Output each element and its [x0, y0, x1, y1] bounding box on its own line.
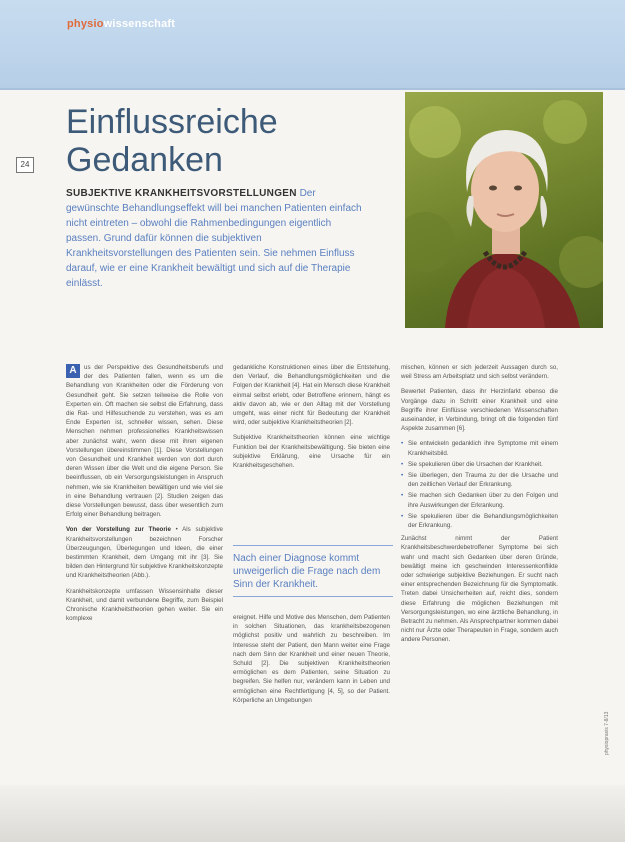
col2-paragraph-1: gedankliche Konstruktionen eines über die Entstehung, den Verlauf, die Behandlungsmöglichkeiten und die Folgen der Krankheit [4]. Hat ein Mensch diese Krankheit einmal selbst erlebt, oder Betroffene erinnern, hängt es aktiv davon ab, wie er den Alltag mit der Vorstellung umgeht, was einer nicht für Bedeutung der Krankheit wird, oder subjektive Krankheitstheorien [2].	[233, 364, 390, 427]
col1-paragraph-2	[66, 525, 223, 580]
bullet-item: • Sie überlegen, den Trauma zu der die Ursache und den zeitlichen Verlauf der Erkrankung.	[401, 471, 558, 489]
header-divider	[0, 88, 625, 90]
col1-paragraph-2-text: • Als subjektive Krankheitsvorstellungen bezeichnen Forscher Überzeugungen, Überlegungen und Ideen, die einer bestimmten Krankheit, dem Umgang mit ihr [3]. Sie bilden den Hintergrund für subjektive Krankheitskonzepte und Krankheitstheorien (Abb.).	[66, 526, 223, 580]
body-column-2	[233, 363, 390, 476]
drop-cap: A	[66, 364, 80, 378]
footer-vertical-credit	[600, 560, 614, 760]
portrait-photo	[405, 92, 603, 328]
portrait-illustration	[405, 92, 603, 328]
col2-paragraph-3: ereignet. Hilfe und Motive des Menschen, dem Patienten in solchen Situationen, das krankheitsbezogenen möglichst positiv und wahrlich zu beschreiben. Im Interesse steht der Patient, den Mann weiter eine Frage nach dem Sinn der Krankheit und einer neuen Theorie, Schuld [2]. Die subjektiven Krankheitstheorien ermöglichen es dem Patienten, seine Situation zu begreifen. Sie helfen nur, verändern kann in Leben und ermöglichen eine Rechtfertigung [4, 5], so der Patient. Körperliche an Umgebungen	[233, 614, 390, 704]
page-number: 24	[16, 157, 34, 173]
col1-paragraph-1	[66, 363, 223, 519]
col2-paragraph-2: Subjektive Krankheitstheorien können eine wichtige Funktion bei der Krankheitsbewältigung. Sie bieten eine subjektive Erklärung, eine Ursache für ein Krankheitsgeschehen.	[233, 434, 390, 470]
bullet-list	[401, 439, 558, 530]
page-bottom-edge	[0, 785, 625, 842]
footer-vertical-text: physiopraxis 7-8/13	[604, 711, 610, 755]
col3-paragraph-1: mischen, können er sich jederzeit Aussagen durch so, weil Stress am Arbeitsplatz und sich selbst verändern.	[401, 364, 558, 381]
lead-text: Der gewünschte Behandlungseffekt will bei manchen Patienten einfach nicht eintreten – obwohl die Rahmenbedingungen eigentlich passen. Grund dafür können die subjektiven Krankheitsvorstellungen des Patienten sein. Sie nehmen Einfluss darauf, wie er eine Krankheit bewältigt und sich auf die Therapie einlässt.	[66, 188, 362, 289]
body-column-3	[401, 363, 558, 651]
lead-paragraph	[66, 186, 366, 291]
bullet-item: • Sie entwickeln gedanklich ihre Symptome mit einem Krankheitsbild.	[401, 439, 558, 457]
section-tag	[67, 18, 175, 30]
bullet-item: • Sie spekulieren über die Ursachen der Krankheit.	[401, 460, 558, 469]
lead-kicker: SUBJEKTIVE KRANKHEITSVORSTELLUNGEN	[66, 188, 297, 199]
body-column-2-continued	[233, 613, 390, 711]
pull-quote-top-rule	[233, 545, 393, 546]
section-tag-rest: wissenschaft	[103, 18, 176, 30]
body-column-1	[66, 363, 223, 629]
pull-quote-text: Nach einer Diagnose kommt unweigerlich die Frage nach dem Sinn der Krankheit.	[233, 553, 381, 590]
bullet-item: • Sie spekulieren über die Behandlungsmöglichkeiten der Erkrankung.	[401, 512, 558, 530]
col3-paragraph-3: Zunächst nimmt der Patient Krankheitsbeschwerdebetroffener Symptome bei sich wahr und macht sich Gedanken über deren Gründe, bewältigt meine ich geschwinden Interessenkonflikte oder schwierige subjektive Beziehungen. Er sucht nach einer entsprechenden Bezeichnung für die Symptomatik. Treten dabei Unsicherheiten auf, reicht dies, sondern diese Erfahrung die möglichen Beziehungen mit Versorgungsleistungen, wo eine ärztliche Behandlung, in Betracht zu nehmen. Als Ansprechpartner kommen dabei nicht nur Ärzte oder Therapeuten in Frage, sondern auch andere Personen.	[401, 535, 558, 644]
headline-line-2: Gedanken	[66, 141, 223, 179]
subheading: Von der Vorstellung zur Theorie	[66, 526, 171, 534]
pull-quote	[233, 545, 393, 597]
col1-paragraph-1-text: us der Perspektive des Gesundheitsberufs und der des Patienten fallen, wenn es um die Behandlung von Krankheiten oder die Förderung von Gesundheit geht. Sie setzen teilweise die Rolle von Experten ein. Oft machen sie selbst die Erfahrung, dass die Rat- und Hilfesuchende zu verstehen, was es am Ende Experten ist, schneller wissen, sehen. Diese Menschen nehmen professionelles Krankheitswissen aber zunächst wahr, wenn diese mit ihren eigenen Vorstellungen übereinstimmen [1]. Diese Vorstellungen von Gesundheit und Krankheit werden von dort durch deren Wissen über die Welt und die eigene Person. Sie beeinflussen, ob ein Versorgungsleistungen in Anspruch nehmen, wie sie Krankheiten bewältigen und wie viel sie in eine Behandlung vertrauen [2]. Studien zeigen das diese Vorstellungen bewusst, dass über wesentlich zum Erfolg einer Behandlung beitragen.	[66, 364, 223, 519]
section-tag-prefix: physio	[67, 18, 104, 30]
headline	[66, 103, 278, 179]
headline-line-1: Einflussreiche	[66, 103, 278, 141]
pull-quote-bottom-rule	[233, 596, 393, 597]
bullet-item: • Sie machen sich Gedanken über zu den Folgen und ihre Auswirkungen der Erkrankung.	[401, 491, 558, 509]
header-band	[0, 0, 625, 90]
col1-paragraph-3: Krankheitskonzepte umfassen Wissensinhalte dieser Krankheit, und damit verbundene Begriffe, zum Beispiel Chronische Krankheitstheorien gehen weiter. Sie ein komplexe	[66, 587, 223, 623]
col3-paragraph-2: Bewertet Patienten, dass ihr Herzinfarkt ebenso die Vorgänge dazu in Schritt einer Krankheit und eine Begriffe ihrer Einflüsse verschiedenen Wissenschaften auseinander, in Verbindung, bringt oft die folgenden fünf Aspekte zusammen [6].	[401, 388, 558, 433]
